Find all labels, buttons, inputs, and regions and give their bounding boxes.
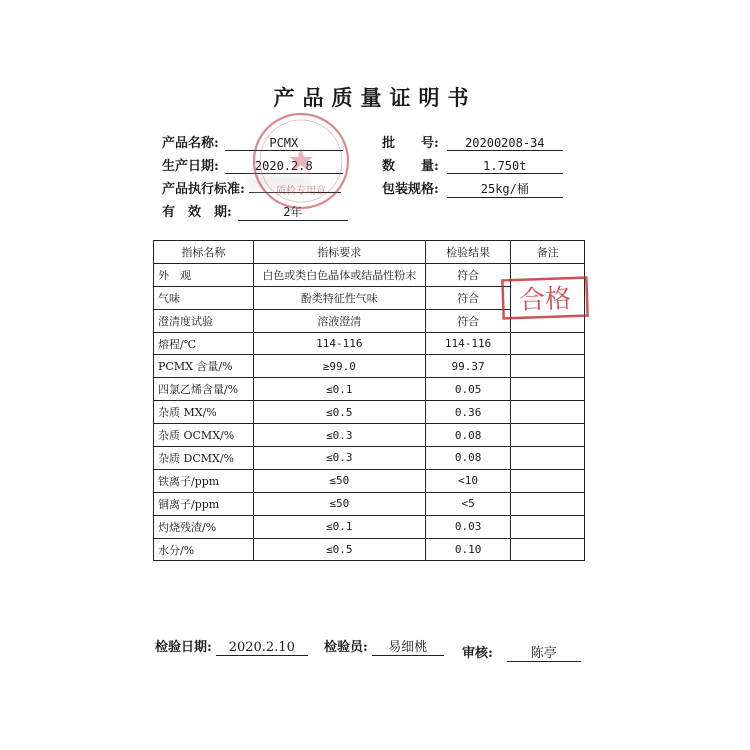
inspection-date-row: [155, 636, 308, 656]
batch-label: 批 号:: [382, 136, 439, 151]
cell-remark: [511, 332, 585, 355]
cell-requirement: ≤0.1: [253, 378, 425, 401]
cell-requirement: ≤50: [253, 469, 425, 492]
cell-requirement: ≤0.5: [253, 538, 425, 561]
cell-remark: [511, 515, 585, 538]
standard-label: 产品执行标准:: [162, 182, 245, 197]
cell-name: 杂质 OCMX/%: [154, 424, 254, 447]
cell-requirement: ≥99.0: [253, 355, 425, 378]
cell-remark: [511, 263, 585, 332]
product-name-value: PCMX: [225, 136, 343, 151]
cell-requirement: 白色或类白色晶体或结晶性粉末: [253, 263, 425, 286]
packaging-value: 25kg/桶: [447, 180, 563, 198]
cell-remark: [511, 424, 585, 447]
header-requirement: 指标要求: [253, 241, 425, 264]
cell-requirement: ≤50: [253, 492, 425, 515]
cell-result: 0.08: [425, 447, 511, 470]
table-header-row: [154, 241, 585, 264]
document-title: 产品质量证明书: [273, 85, 477, 110]
cell-name: 杂质 DCMX/%: [154, 447, 254, 470]
cell-remark: [511, 492, 585, 515]
cell-name: 铁离子/ppm: [154, 469, 254, 492]
quantity-label: 数 量:: [382, 159, 439, 174]
batch-value: 20200208-34: [447, 136, 563, 151]
quantity-row: [382, 155, 563, 174]
cell-requirement: ≤0.5: [253, 401, 425, 424]
cell-requirement: ≤0.3: [253, 424, 425, 447]
product-name-label: 产品名称:: [162, 136, 219, 151]
quantity-value: 1.750t: [447, 159, 563, 174]
cell-name: 水分/%: [154, 538, 254, 561]
product-name-row: [162, 132, 343, 151]
table-row: [154, 447, 585, 470]
reviewer-value: 陈亭: [507, 642, 581, 662]
cell-name: 气味: [154, 286, 254, 309]
cell-remark: [511, 538, 585, 561]
cell-name: PCMX 含量/%: [154, 355, 254, 378]
reviewer-label: 审核:: [462, 646, 493, 661]
cell-remark: [511, 401, 585, 424]
table-row: [154, 469, 585, 492]
cell-result: 0.36: [425, 401, 511, 424]
production-date-row: [162, 155, 343, 174]
reviewer-row: [462, 636, 581, 662]
header-result: 检验结果: [425, 241, 511, 264]
cell-result: 符合: [425, 263, 511, 286]
table-row: [154, 378, 585, 401]
cell-result: 0.03: [425, 515, 511, 538]
cell-requirement: ≤0.1: [253, 515, 425, 538]
seal-text: 质检专用章: [276, 186, 326, 197]
cell-requirement: 溶液澄清: [253, 309, 425, 332]
cell-name: 外 观: [154, 263, 254, 286]
cell-result: 符合: [425, 309, 511, 332]
standard-value: [249, 192, 341, 193]
cell-result: 99.37: [425, 355, 511, 378]
cell-remark: [511, 355, 585, 378]
cell-result: <5: [425, 492, 511, 515]
table-row: [154, 263, 585, 286]
cell-name: 杂质 MX/%: [154, 401, 254, 424]
cell-name: 澄清度试验: [154, 309, 254, 332]
inspection-date-value: 2020.2.10: [216, 640, 308, 656]
batch-row: [382, 132, 563, 151]
cell-requirement: ≤0.3: [253, 447, 425, 470]
table-row: [154, 515, 585, 538]
cell-remark: [511, 378, 585, 401]
cell-name: 灼烧残渣/%: [154, 515, 254, 538]
validity-row: [162, 201, 348, 221]
production-date-value: 2020.2.8: [225, 159, 343, 174]
table-row: [154, 492, 585, 515]
header-remark: 备注: [511, 241, 585, 264]
inspection-date-label: 检验日期:: [155, 640, 212, 655]
cell-name: 熔程/℃: [154, 332, 254, 355]
cell-result: 0.10: [425, 538, 511, 561]
validity-value: 2年: [238, 203, 348, 221]
cell-result: <10: [425, 469, 511, 492]
cell-result: 0.08: [425, 424, 511, 447]
cell-result: 0.05: [425, 378, 511, 401]
packaging-row: [382, 178, 563, 198]
cell-remark: [511, 447, 585, 470]
header-name: 指标名称: [154, 241, 254, 264]
production-date-label: 生产日期:: [162, 159, 219, 174]
table-row: [154, 332, 585, 355]
table-row: [154, 401, 585, 424]
table-row: [154, 355, 585, 378]
redacted-patch: [248, 176, 310, 190]
table-row: [154, 538, 585, 561]
pass-stamp-text: 合格: [518, 284, 572, 316]
table-row: [154, 424, 585, 447]
cell-remark: [511, 469, 585, 492]
cell-requirement: 酚类特征性气味: [253, 286, 425, 309]
cell-requirement: 114-116: [253, 332, 425, 355]
cell-result: 符合: [425, 286, 511, 309]
inspector-value: 易细桃: [372, 636, 444, 656]
inspector-row: [324, 636, 444, 656]
quality-table: [153, 240, 585, 561]
inspector-label: 检验员:: [324, 640, 368, 655]
cell-name: 铜离子/ppm: [154, 492, 254, 515]
cell-result: 114-116: [425, 332, 511, 355]
cell-name: 四氯乙烯含量/%: [154, 378, 254, 401]
packaging-label: 包装规格:: [382, 182, 439, 197]
validity-label: 有 效 期:: [162, 205, 232, 220]
